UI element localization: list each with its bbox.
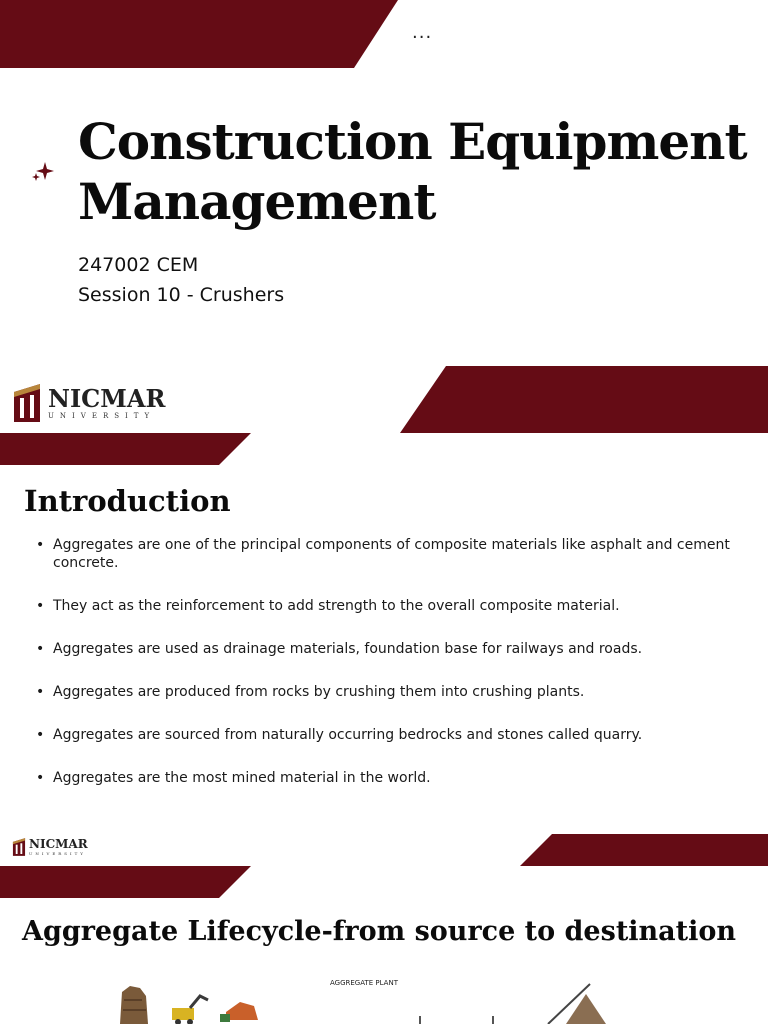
more-options-button[interactable]: ... <box>412 22 433 43</box>
list-item: • Aggregates are one of the principal components of composite materials like asphalt and cement concrete. <box>36 536 736 572</box>
list-item: • Aggregates are used as drainage materials, foundation base for railways and roads. <box>36 640 736 658</box>
list-item: • Aggregates are sourced from naturally occurring bedrocks and stones called quarry. <box>36 726 736 744</box>
slide-title: Construction Equipment Management <box>78 112 747 231</box>
course-code: 247002 CEM <box>78 254 199 276</box>
intro-heading: Introduction <box>24 484 231 518</box>
quarry-equipment-illustration <box>0 970 768 1024</box>
nicmar-logo <box>12 384 165 422</box>
logo-subtitle: UNIVERSITY <box>48 411 156 420</box>
slide2-left-band <box>0 433 252 465</box>
nicmar-shield-icon <box>12 838 26 856</box>
logo-subtitle: UNIVERSITY <box>29 851 86 856</box>
list-item: • Aggregates are the most mined material in the world. <box>36 769 736 787</box>
diagram-label: AGGREGATE PLANT <box>330 979 398 987</box>
list-item: • Aggregates are produced from rocks by crushing them into crushing plants. <box>36 683 736 701</box>
lifecycle-heading: Aggregate Lifecycle-from source to destination <box>22 916 737 947</box>
intro-bullet-list <box>36 536 736 812</box>
aggregate-lifecycle-diagram <box>0 970 768 1024</box>
slide2-right-band <box>400 366 768 433</box>
logo-name: NICMAR <box>29 837 88 851</box>
nicmar-shield-icon <box>12 384 42 422</box>
nicmar-logo-small <box>12 838 88 856</box>
slide3-right-band <box>520 834 768 866</box>
logo-name: NICMAR <box>48 383 166 413</box>
list-item: • They act as the reinforcement to add strength to the overall composite material. <box>36 597 736 615</box>
sparkle-icon <box>30 160 56 184</box>
top-accent-band <box>0 0 400 68</box>
session-label: Session 10 - Crushers <box>78 284 285 306</box>
slide3-left-band <box>0 866 252 898</box>
